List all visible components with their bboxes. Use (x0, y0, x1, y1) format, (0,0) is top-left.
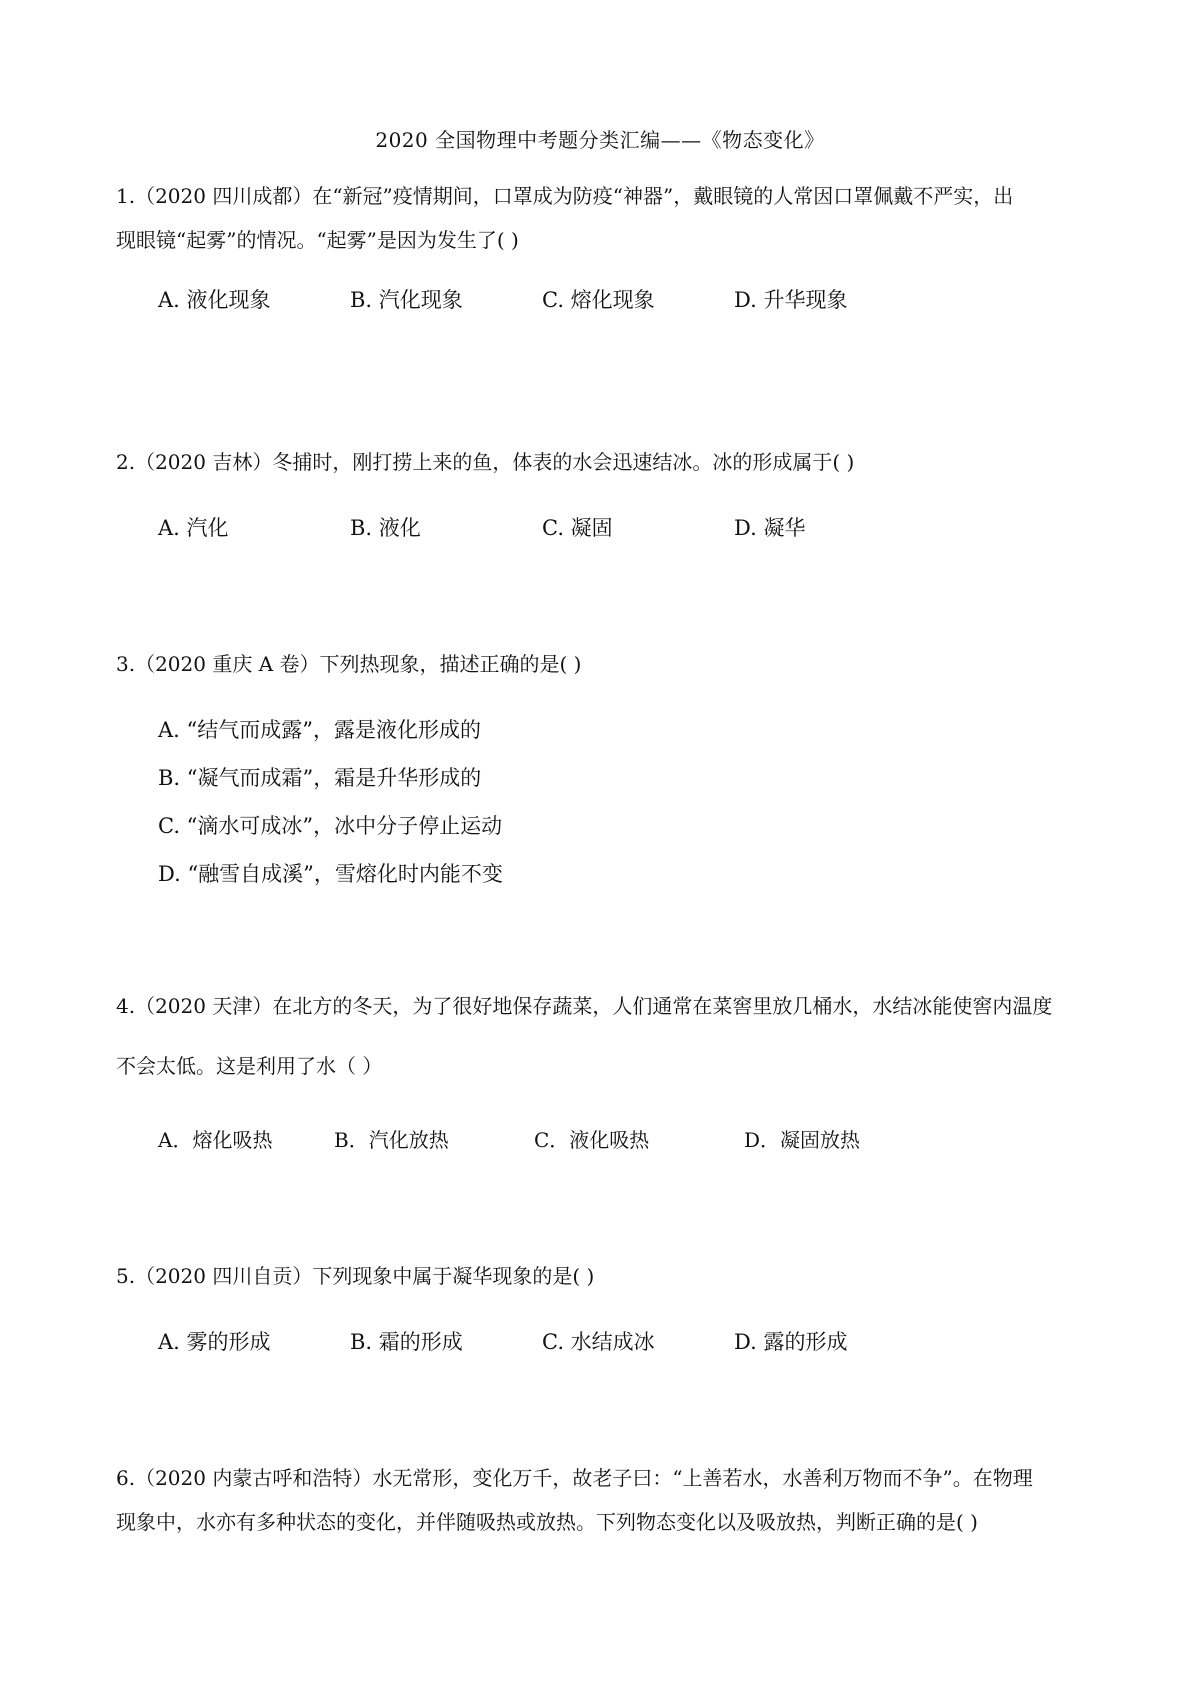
question-3-line-1: 3.（2020 重庆 A 卷）下列热现象，描述正确的是( ) (116, 652, 582, 676)
question-5-option-a: A. 雾的形成 (158, 1330, 271, 1354)
question-5-option-c: C. 水结成冰 (542, 1330, 655, 1354)
question-1-option-c: C. 熔化现象 (542, 288, 655, 312)
question-3-option-d: D. “融雪自成溪”，雪熔化时内能不变 (158, 862, 503, 886)
question-2-line-1: 2.（2020 吉林）冬捕时，刚打捞上来的鱼，体表的水会迅速结冰。冰的形成属于( ) (116, 450, 855, 474)
question-2-option-d: D. 凝华 (734, 516, 806, 540)
question-2-option-c: C. 凝固 (542, 516, 613, 540)
question-1-line-2: 现眼镜“起雾”的情况。“起雾”是因为发生了( ) (116, 228, 519, 252)
question-3-option-b: B. “凝气而成霜”，霜是升华形成的 (158, 766, 482, 790)
question-2-option-a: A. 汽化 (158, 516, 229, 540)
document-title: 2020 全国物理中考题分类汇编——《物态变化》 (375, 128, 825, 152)
question-4-line-1: 4.（2020 天津）在北方的冬天，为了很好地保存蔬菜，人们通常在菜窖里放几桶水，水结冰能使窖内温度 (116, 994, 1053, 1018)
question-1-option-b: B. 汽化现象 (350, 288, 463, 312)
question-5-option-b: B. 霜的形成 (350, 1330, 463, 1354)
question-4-option-a: A．熔化吸热 (158, 1128, 273, 1152)
question-1-option-a: A. 液化现象 (158, 288, 271, 312)
question-4-option-c: C．液化吸热 (534, 1128, 650, 1152)
question-3-option-a: A. “结气而成露”，露是液化形成的 (158, 718, 481, 742)
question-1-line-1: 1.（2020 四川成都）在“新冠”疫情期间，口罩成为防疫“神器”，戴眼镜的人常因口罩佩戴不严实，出 (116, 184, 1014, 208)
question-4-line-2: 不会太低。这是利用了水（ ） (116, 1054, 383, 1078)
question-5-line-1: 5.（2020 四川自贡）下列现象中属于凝华现象的是( ) (116, 1264, 595, 1288)
question-1-option-d: D. 升华现象 (734, 288, 848, 312)
question-4-option-b: B．汽化放热 (334, 1128, 449, 1152)
question-5-option-d: D. 露的形成 (734, 1330, 848, 1354)
question-2-option-b: B. 液化 (350, 516, 421, 540)
question-6-line-2: 现象中，水亦有多种状态的变化，并伴随吸热或放热。下列物态变化以及吸放热，判断正确的是( ) (116, 1510, 978, 1534)
question-6-line-1: 6.（2020 内蒙古呼和浩特）水无常形，变化万千，故老子曰：“上善若水，水善利万物而不争”。在物理 (116, 1466, 1033, 1490)
question-3-option-c: C. “滴水可成冰”，冰中分子停止运动 (158, 814, 503, 838)
question-4-option-d: D．凝固放热 (744, 1128, 861, 1152)
